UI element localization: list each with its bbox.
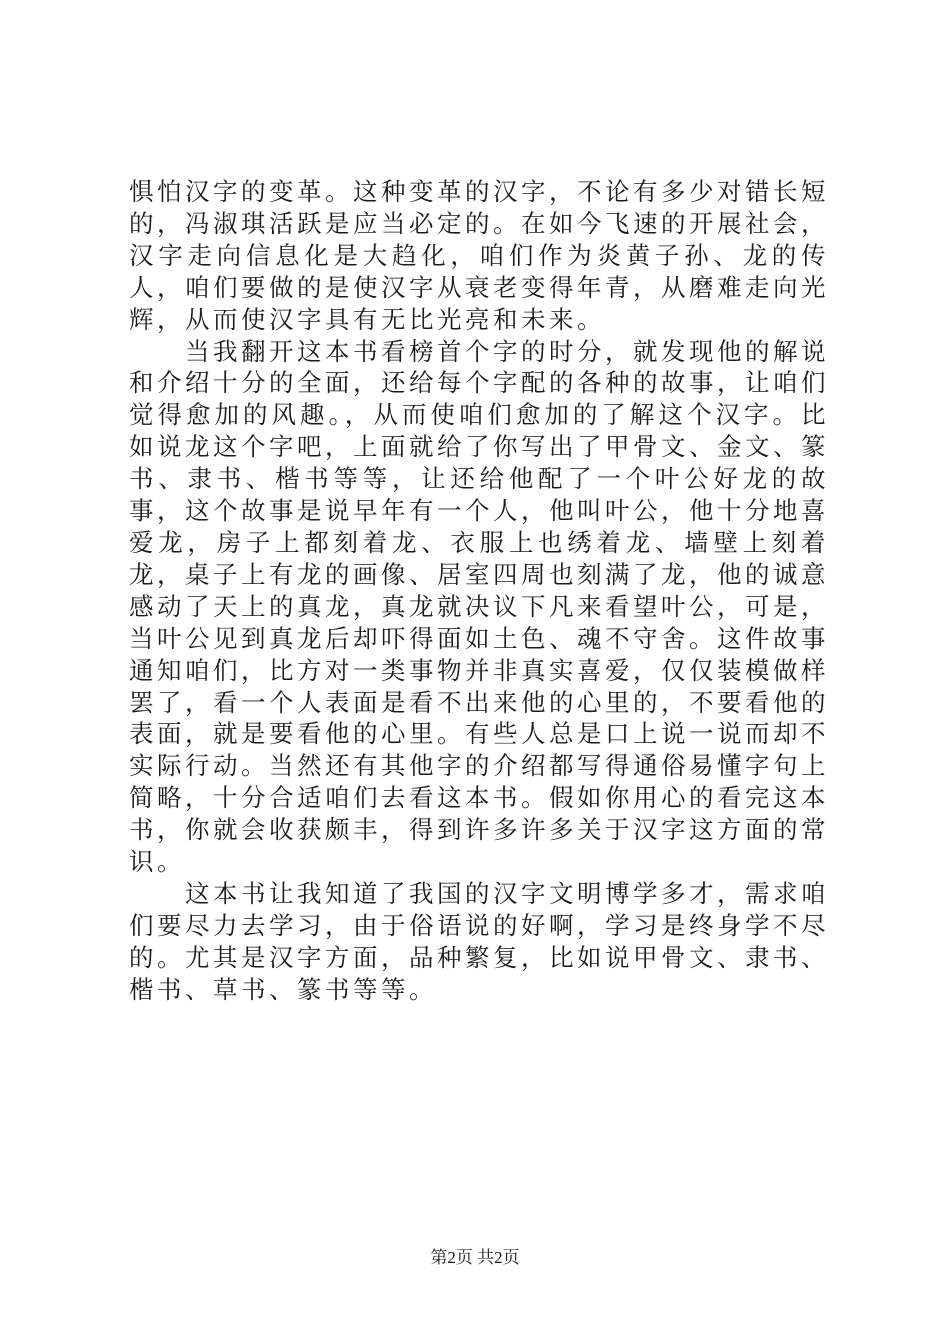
document-body [129, 176, 829, 1006]
paragraph-1: 惧怕汉字的变革。这种变革的汉字，不论有多少对错长短的，冯淑琪活跃是应当必定的。在如今飞速的开展社会，汉字走向信息化是大趋化，咱们作为炎黄子孙、龙的传人，咱们要做的是使汉字从衰老变得年青，从磨难走向光辉，从而使汉字具有无比光亮和未来。 [129, 177, 829, 334]
paragraph-3: 这本书让我知道了我国的汉字文明博学多才，需求咱们要尽力去学习，由于俗语说的好啊，学习是终身学不尽的。尤其是汉字方面，品种繁复，比如说甲骨文、隶书、楷书、草书、篆书等等。 [129, 878, 829, 1004]
page-footer: 第2页 共2页 [430, 1248, 520, 1267]
paragraph-2: 当我翻开这本书看榜首个字的时分，就发现他的解说和介绍十分的全面，还给每个字配的各种的故事，让咱们觉得愈加的风趣。，从而使咱们愈加的了解这个汉字。比如说龙这个字吧，上面就给了你写出了甲骨文、金文、篆书、隶书、楷书等等，让还给他配了一个叶公好龙的故事，这个故事是说早年有一个人，他叫叶公，他十分地喜爱龙，房子上都刻着龙、衣服上也绣着龙、墙壁上刻着龙，桌子上有龙的画像、居室四周也刻满了龙，他的诚意感动了天上的真龙，真龙就决议下凡来看望叶公，可是，当叶公见到真龙后却吓得面如土色、魂不守舍。这件故事通知咱们，比方对一类事物并非真实喜爱，仅仅装模做样罢了，看一个人表面是看不出来他的心里的，不要看他的表面，就是要看他的心里。有些人总是口上说一说而却不实际行动。当然还有其他字的介绍都写得通俗易懂字句上简略，十分合适咱们去看这本书。假如你用心的看完这本书，你就会收获颇丰，得到许多许多关于汉字这方面的常识。 [129, 336, 829, 877]
